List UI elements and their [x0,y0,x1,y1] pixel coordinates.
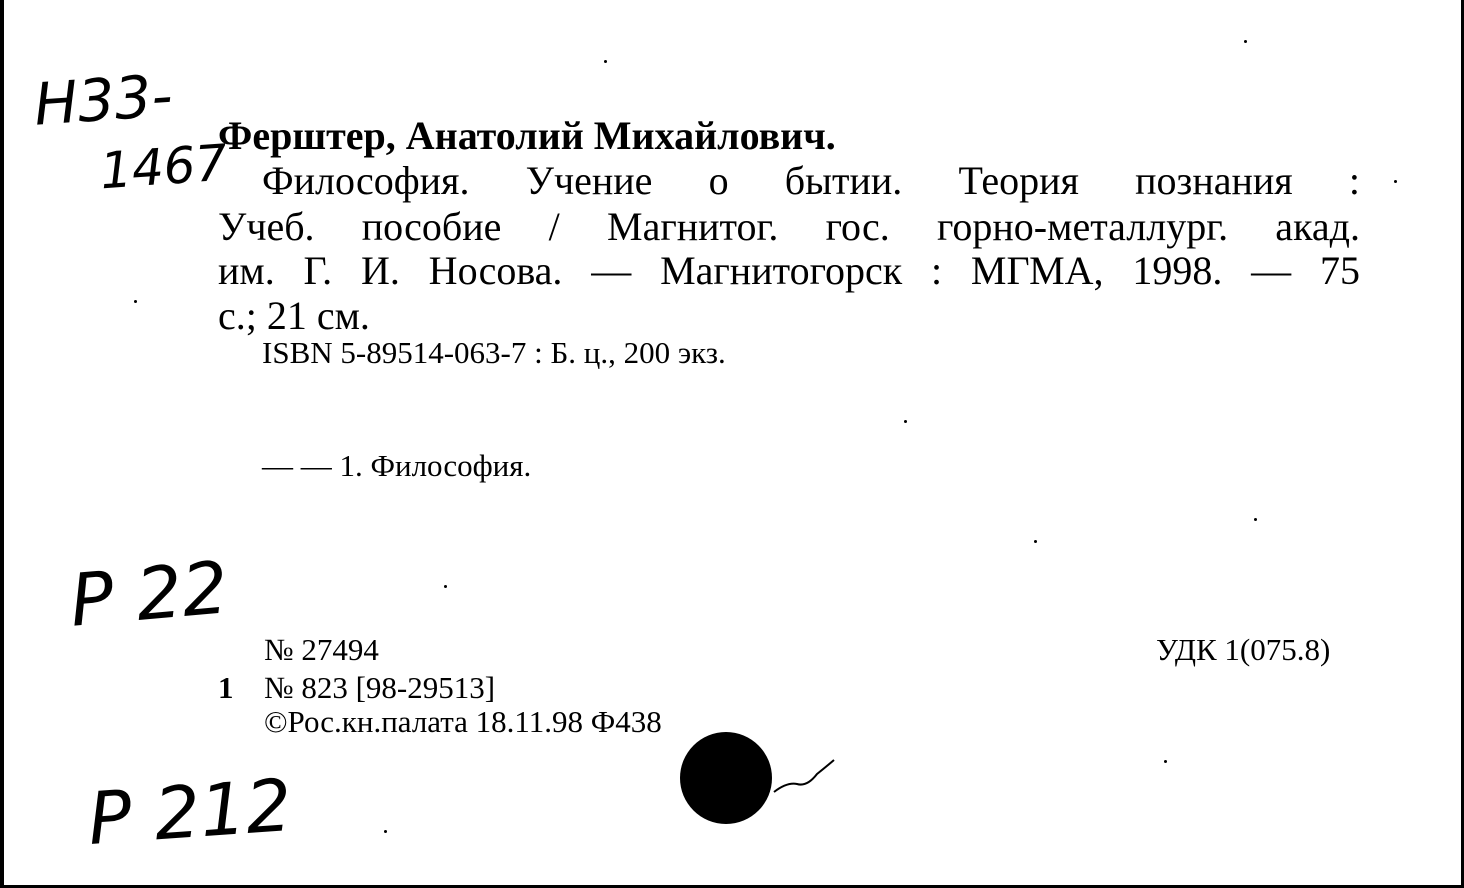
description-line-4: с.; 21 см. [218,293,370,338]
registration-number: № 823 [98-29513] [264,670,496,705]
handwritten-note-p22: Р 22 [66,545,232,643]
ink-squiggle [772,752,842,802]
scan-speck [134,300,137,303]
subject-tracing: — — 1. Философия. [262,448,532,483]
scan-speck [444,585,447,588]
book-chamber-imprint: ©Рос.кн.палата 18.11.98 Ф438 [264,704,662,739]
scan-speck [1244,40,1247,43]
scan-speck [1394,180,1397,183]
udk-code: УДК 1(075.8) [1156,632,1331,667]
scan-speck [1254,518,1257,521]
scan-speck [1034,540,1037,543]
description-line-1: Философия. Учение о бытии. Теория познания : [262,158,1360,203]
scan-speck [604,60,607,63]
scan-speck [384,830,387,833]
handwritten-note-p212: Р 212 [85,762,295,862]
description-line-3: им. Г. И. Носова. — Магнитогорск : МГМА, 1998. — 75 [218,248,1360,293]
scan-speck [1164,760,1167,763]
copies-mark: 1 [218,670,234,705]
author-heading: Ферштер, Анатолий Михайлович. [218,113,836,158]
handwritten-shelfmark-line1: Н33- [31,61,175,139]
punch-hole [680,732,772,824]
isbn-line: ISBN 5-89514-063-7 : Б. ц., 200 экз. [262,335,726,370]
record-number: № 27494 [264,632,379,667]
description-line-2: Учеб. пособие / Магнитог. гос. горно-металлург. акад. [218,204,1360,249]
handwritten-shelfmark-line2: 1467 [98,133,230,201]
scan-speck [904,420,907,423]
